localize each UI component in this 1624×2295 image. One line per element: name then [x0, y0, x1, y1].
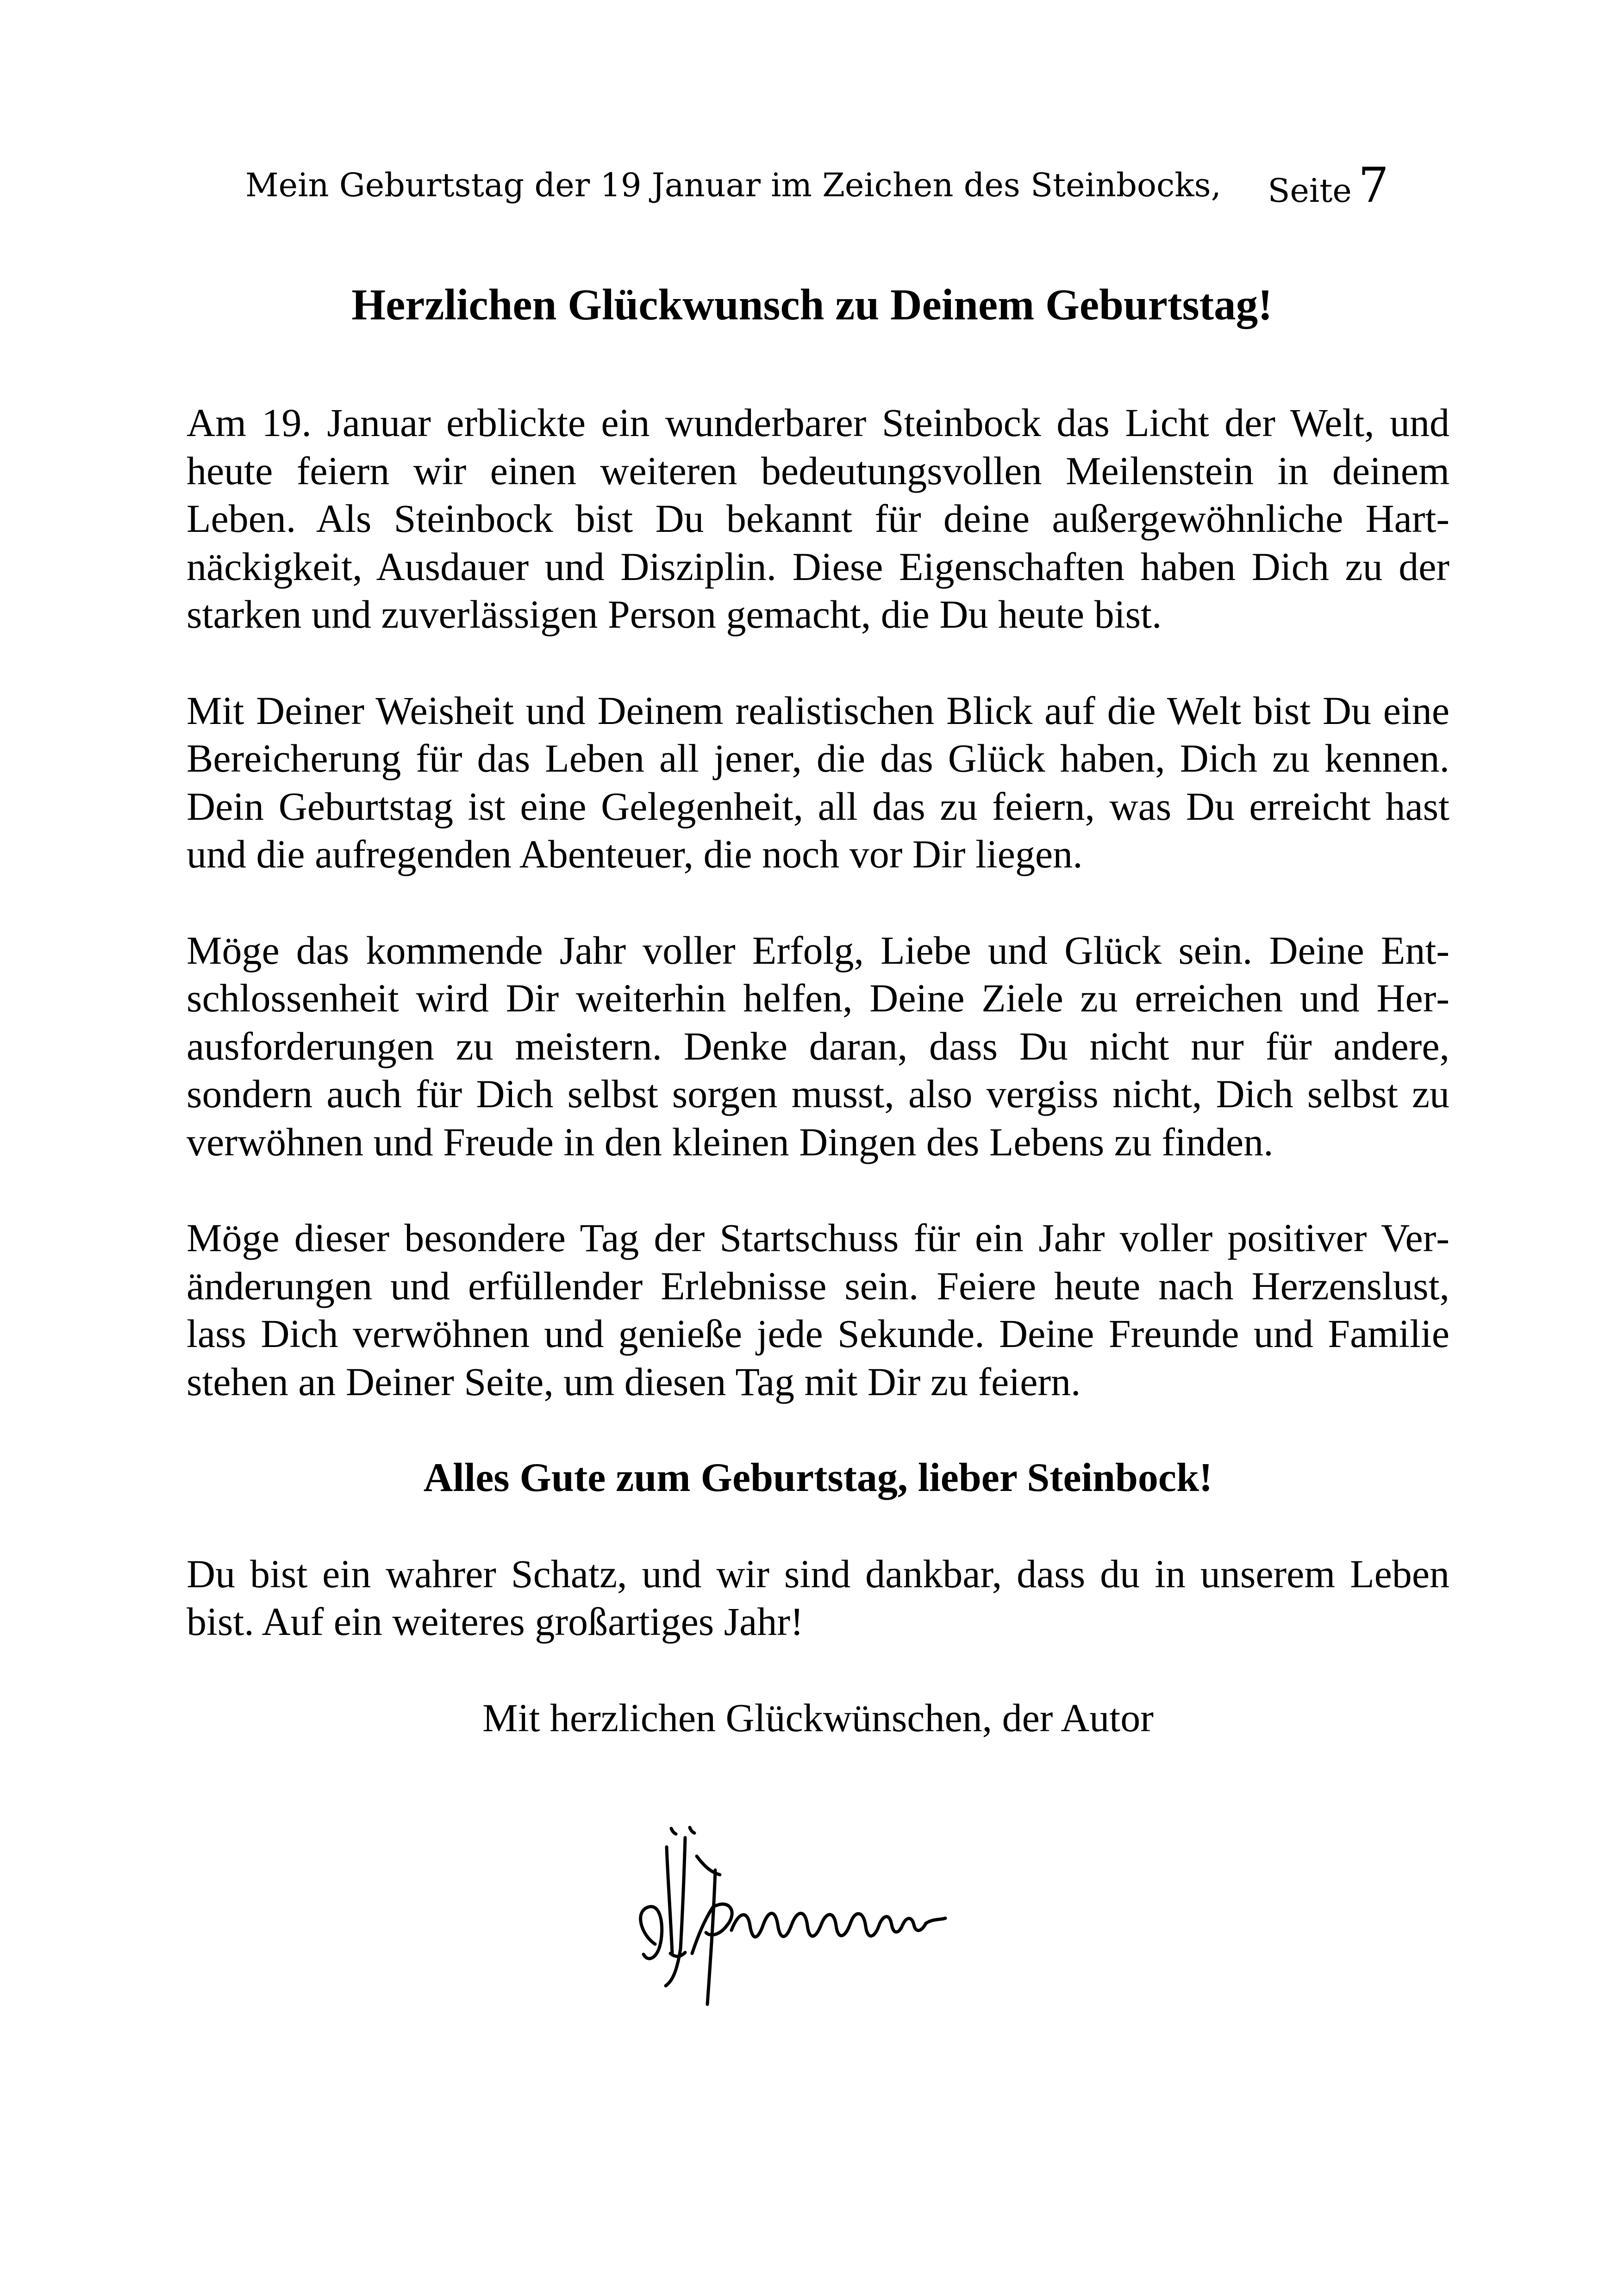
paragraph-3: Möge das kommende Jahr voller Erfolg, Liebe und Glück sein. Deine Entschlossenheit wird Dir weiterhin helfen, Deine Ziele zu erreichen und Herausforderungen zu meistern. Denke daran, dass Du nicht nur für andere, sondern auch für Dich selbst sorgen musst, also vergiss nicht, Dich selbst zu verwöhnen und Freude in den kleinen Dingen des Lebens zu finden.	[187, 928, 1449, 1164]
header-page-indicator	[1268, 157, 1389, 218]
page-heading: Herzlichen Glückwunsch zu Deinem Geburtstag!	[351, 280, 1273, 329]
page-label: Seite	[1268, 172, 1352, 210]
closing-line: Mit herzlichen Glückwünschen, der Autor	[482, 1695, 1154, 1740]
signature-icon	[616, 1819, 968, 2014]
header-title: Mein Geburtstag der 19 Januar im Zeichen des Steinbocks,	[245, 166, 1221, 204]
birthday-wish: Alles Gute zum Geburtstag, lieber Steinbock!	[423, 1455, 1213, 1500]
running-header	[245, 157, 1389, 213]
letter-body	[187, 399, 1449, 1790]
paragraph-4: Möge dieser besondere Tag der Startschuss für ein Jahr voller positiver Veränderungen und erfüllender Erlebnisse sein. Feiere heute nach Herzenslust, lass Dich verwöhnen und genieße jede Sekunde. Deine Freunde und Familie stehen an Deiner Seite, um diesen Tag mit Dir zu feiern.	[187, 1216, 1449, 1404]
final-paragraph: Du bist ein wahrer Schatz, und wir sind dankbar, dass du in unserem Leben bist. Auf ein weiteres großartiges Jahr!	[187, 1551, 1449, 1644]
paragraph-2: Mit Deiner Weisheit und Deinem realistischen Blick auf die Welt bist Du eine Bereicherung für das Leben all jener, die das Glück haben, Dich zu kennen. Dein Geburtstag ist eine Gelegenheit, all das zu feiern, was Du erreicht hast und die aufregenden Abenteuer, die noch vor Dir liegen.	[187, 688, 1449, 876]
page-number: 7	[1358, 157, 1389, 213]
paragraph-1: Am 19. Januar erblickte ein wunderbarer Steinbock das Licht der Welt, und heute feiern wir einen weiteren bedeutungsvollen Meilenstein in deinem Leben. Als Steinbock bist Du bekannt für deine außergewöhnliche Hartnäckigkeit, Ausdauer und Disziplin. Diese Eigenschaften haben Dich zu der starken und zuverlässigen Person gemacht, die Du heute bist.	[187, 400, 1449, 636]
